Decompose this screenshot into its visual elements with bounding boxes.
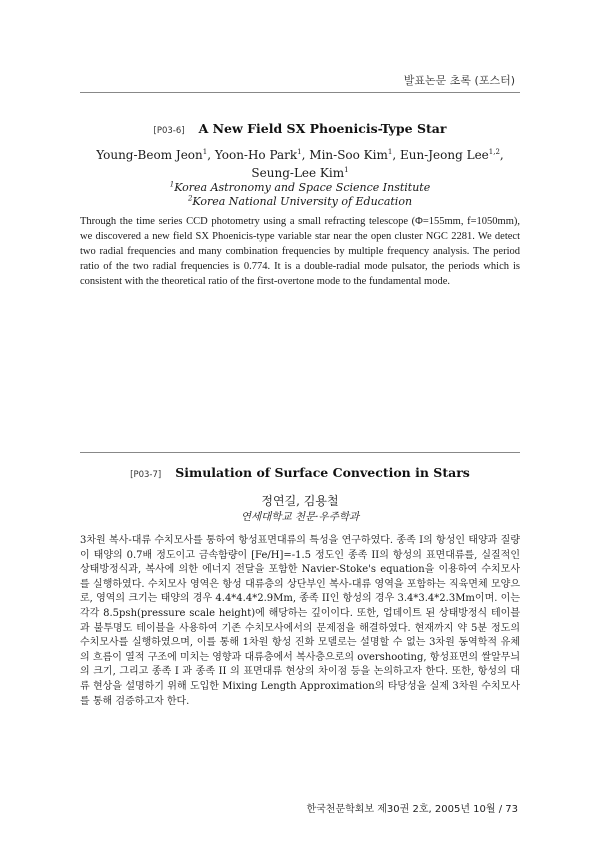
author-name: Eun-Jeong Lee xyxy=(399,148,489,162)
author-affiliation-mark: 1 xyxy=(202,148,208,156)
paper2-affiliation: 연세대학교 천문·우주학과 xyxy=(240,511,360,523)
author-name: Yoon-Ho Park xyxy=(214,148,298,162)
paper2-title-line xyxy=(0,462,600,481)
author-name: Young-Beom Jeon xyxy=(96,148,203,162)
paper2-authors: 정연길, 김용철 xyxy=(261,494,339,508)
author-separator: , xyxy=(392,148,400,162)
author-separator: , xyxy=(301,148,310,162)
author-name: Min-Soo Kim xyxy=(309,148,388,162)
paper1-authors-line1 xyxy=(0,148,600,162)
paper1-title: A New Field SX Phoenicis-Type Star xyxy=(198,121,447,136)
author-affiliation-mark: 1,2 xyxy=(488,148,500,156)
paper2-title: Simulation of Surface Convection in Stars xyxy=(175,465,470,480)
section-header-label: 발표논문 초록 (포스터) xyxy=(403,74,515,87)
paper1-affiliation-1: $^1$Korea Astronomy and Space Science Institute xyxy=(169,180,431,194)
paper1-code: [P03-6] xyxy=(153,126,185,136)
header-rule xyxy=(80,92,520,93)
author-affiliation-mark: 1 xyxy=(344,166,349,174)
paper2-abstract: 3차원 복사-대류 수치모사를 통하여 항성표면대류의 특성을 연구하였다. 종족 I의 항성인 태양과 질량이 태양의 0.7배 정도이고 금속함량이 [Fe/H]=-1.5 정도인 종족 II의 항성의 표면대류를, 실질적인 상태방정식과, 복사에 의한 에너지 전달을 포함한 Navier-Stoke's equation을 이용하여 수치모사를 실행하였다. 수치모사 영역은 항성 대류층의 상단부인 복사-대류 영역을 포함하는 직육면체 모양으로, 영역의 크기는 태양의 경우 4.4*4.4*2.9Mm, 종족 II인 항성의 경우 3.4*3.4*2.3Mm이며. 이는 각각 8.5psh(pressure scale height)에 해당하는 깊이이다. 또한, 업데이트 된 상태방정식 테이블과 불투명도 테이블을 사용하여 기존 수치모사에서의 문제점을 해결하였다. 현재까지 약 5분 정도의 수치모사를 실행하였으며, 이를 통해 1차원 항성 진화 모델로는 설명할 수 없는 3차원 동역학적 유체의 흐름이 열적 구조에 미치는 영향과 대류층에서 복사층으로의 overshooting, 항성표면의 쌀알무늬의 크기, 그리고 종족 I 과 종족 II 의 표면대류 현상의 차이점 등을 논의하고자 한다. 또한, 항성의 대류 현상을 설명하기 위해 도입한 Mixing Length Approximation의 타당성을 실제 3차원 수치모사를 통해 검증하고자 한다. xyxy=(80,535,520,707)
author-affiliation-mark: 1 xyxy=(297,148,302,156)
author-separator: , xyxy=(499,148,504,162)
paper1-authors-line2 xyxy=(0,166,600,180)
author-affiliation-mark: 1 xyxy=(387,148,393,156)
page-footer: 한국천문학회보 제30권 2호, 2005년 10월 / 73 xyxy=(306,804,518,815)
author-separator: , xyxy=(207,148,215,162)
paper1-title-line xyxy=(0,118,600,137)
paper1-abstract: Through the time series CCD photometry using a small refracting telescope (Φ=155mm, f=1050mm), we discovered a new field SX Phoenicis-type variable star near the open cluster NGC 2281. We detect two radial frequencies and many combination frequencies by multiple frequency analysis. The period ratio of the two radial frequencies is 0.774. It is a double-radial mode pulsator, the periods which is consistent with the theoretical ratio of the first-overtone mode to the fundamental mode. xyxy=(80,216,520,287)
section-divider xyxy=(80,452,520,453)
author-name: Seung-Lee Kim xyxy=(251,166,345,180)
paper1-affiliation-2: $^2$Korea National University of Education xyxy=(187,194,413,208)
paper2-code: [P03-7] xyxy=(130,470,162,480)
